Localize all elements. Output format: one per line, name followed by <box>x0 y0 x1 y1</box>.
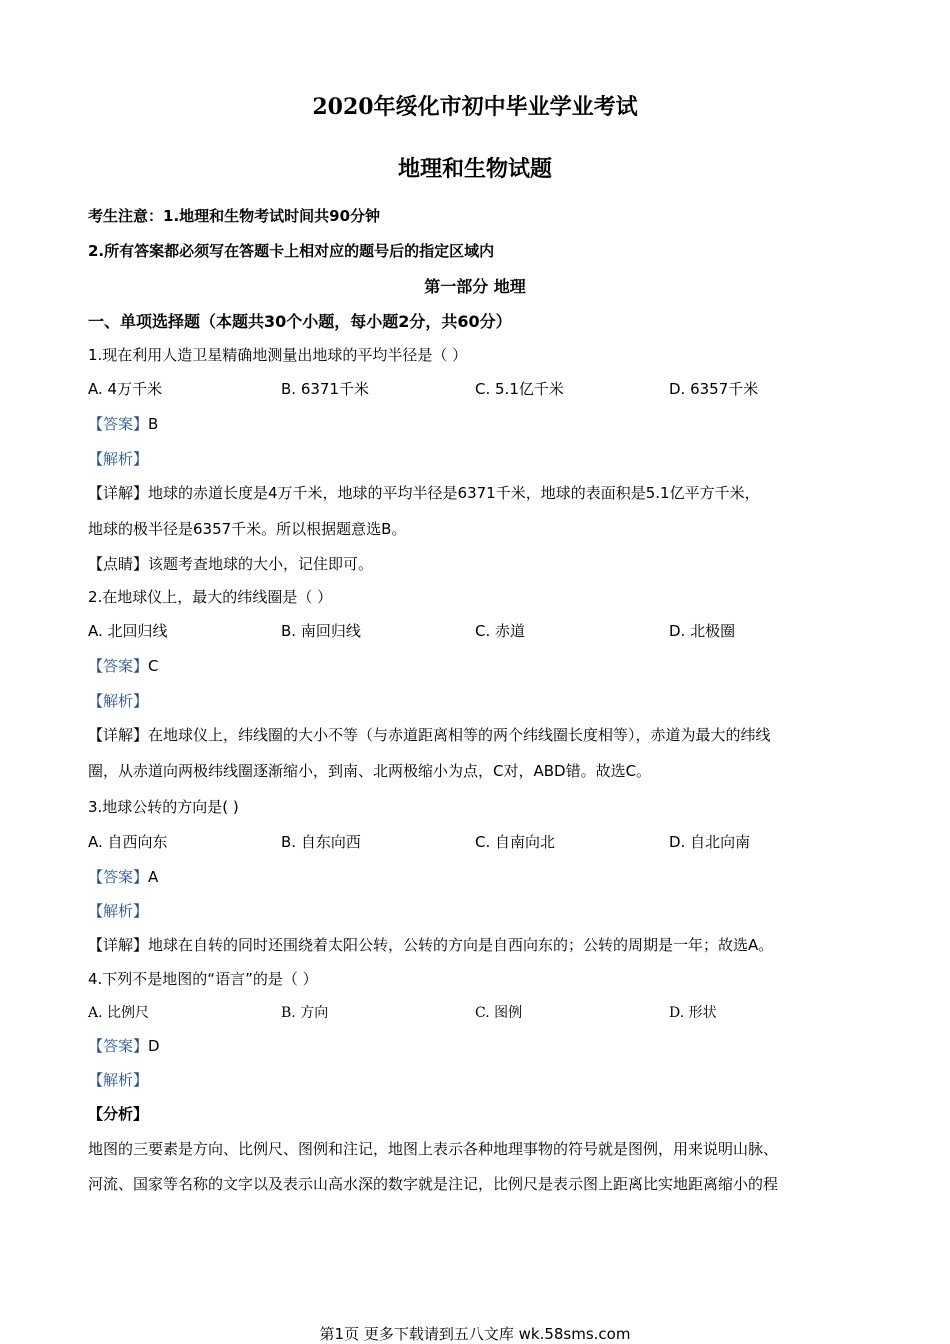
answer-value: D <box>148 1037 160 1055</box>
question-4-stem: 4.下列不是地图的“语言”的是（ ） <box>88 970 318 988</box>
answer-value: C <box>148 657 159 675</box>
answer-tag: 【答案】 <box>88 657 149 675</box>
question-2-answer <box>88 655 159 676</box>
question-1-detail-1: 【详解】地球的赤道长度是4万千米，地球的平均半径是6371千米，地球的表面积是5.1亿平方千米， <box>88 484 760 502</box>
question-1-option-b: B. 6371千米 <box>281 380 370 398</box>
question-1-analysis-tag: 【解析】 <box>88 450 149 468</box>
answer-value: B <box>148 415 159 433</box>
question-2-option-d: D. 北极圈 <box>669 622 736 640</box>
question-2-stem: 2.在地球仪上，最大的纬线圈是（ ） <box>88 588 333 606</box>
notice-line-1: 考生注意：1.地理和生物考试时间共90分钟 <box>88 207 381 225</box>
exam-title: 2020年绥化市初中毕业学业考试 <box>312 94 638 120</box>
question-2-detail-2: 圈，从赤道向两极纬线圈逐渐缩小，到南、北两极缩小为点，C对，ABD错。故选C。 <box>88 762 652 780</box>
question-2-option-a: A. 北回归线 <box>88 622 168 640</box>
question-4-option-a: A. 比例尺 <box>88 1005 150 1021</box>
question-4-option-b: B. 方向 <box>281 1005 329 1021</box>
section-title: 一、单项选择题（本题共30个小题，每小题2分，共60分） <box>88 312 512 331</box>
question-2-analysis-tag: 【解析】 <box>88 692 149 710</box>
page-footer: 第1页 更多下载请到五八文库 wk.58sms.com <box>319 1325 631 1343</box>
question-1-option-a: A. 4万千米 <box>88 380 163 398</box>
question-4-answer <box>88 1035 160 1056</box>
question-2-detail-1: 【详解】在地球仪上，纬线圈的大小不等（与赤道距离相等的两个纬线圈长度相等），赤道为最大的纬线 <box>88 726 771 744</box>
question-3-option-c: C. 自南向北 <box>475 833 556 851</box>
question-3-answer <box>88 866 158 887</box>
question-4-option-d: D. 形状 <box>669 1005 717 1021</box>
question-3-option-b: B. 自东向西 <box>281 833 361 851</box>
question-2-option-b: B. 南回归线 <box>281 622 361 640</box>
question-3-option-d: D. 自北向南 <box>669 833 751 851</box>
question-3-option-a: A. 自西向东 <box>88 833 168 851</box>
question-4-fenxi-tag: 【分析】 <box>88 1105 149 1123</box>
question-4-body-1: 地图的三要素是方向、比例尺、图例和注记，地图上表示各种地理事物的符号就是图例，用来说明山脉、 <box>88 1140 779 1158</box>
question-3-detail-1: 【详解】地球在自转的同时还围绕着太阳公转，公转的方向是自西向东的；公转的周期是一年；故选A。 <box>88 936 774 954</box>
question-1-option-d: D. 6357千米 <box>669 380 759 398</box>
exam-subtitle: 地理和生物试题 <box>397 156 552 182</box>
answer-tag: 【答案】 <box>88 415 149 433</box>
question-4-analysis-tag: 【解析】 <box>88 1071 149 1089</box>
question-3-stem: 3.地球公转的方向是( ) <box>88 798 239 816</box>
question-4-option-c: C. 图例 <box>475 1005 523 1021</box>
question-3-analysis-tag: 【解析】 <box>88 902 149 920</box>
question-1-stem: 1.现在利用人造卫星精确地测量出地球的平均半径是（ ） <box>88 346 468 364</box>
answer-tag: 【答案】 <box>88 1037 149 1055</box>
question-1-option-c: C. 5.1亿千米 <box>475 380 564 398</box>
answer-tag: 【答案】 <box>88 868 149 886</box>
question-4-body-2: 河流、国家等名称的文字以及表示山高水深的数字就是注记，比例尺是表示图上距离比实地距离缩小的程 <box>88 1175 779 1193</box>
question-1-detail-2: 地球的极半径是6357千米。所以根据题意选B。 <box>88 520 407 538</box>
part-title: 第一部分 地理 <box>424 277 526 296</box>
notice-line-2: 2.所有答案都必须写在答题卡上相对应的题号后的指定区域内 <box>88 242 495 260</box>
question-2-option-c: C. 赤道 <box>475 622 526 640</box>
question-1-point: 【点睛】该题考查地球的大小，记住即可。 <box>88 555 374 573</box>
question-1-answer <box>88 413 158 434</box>
answer-value: A <box>148 868 159 886</box>
